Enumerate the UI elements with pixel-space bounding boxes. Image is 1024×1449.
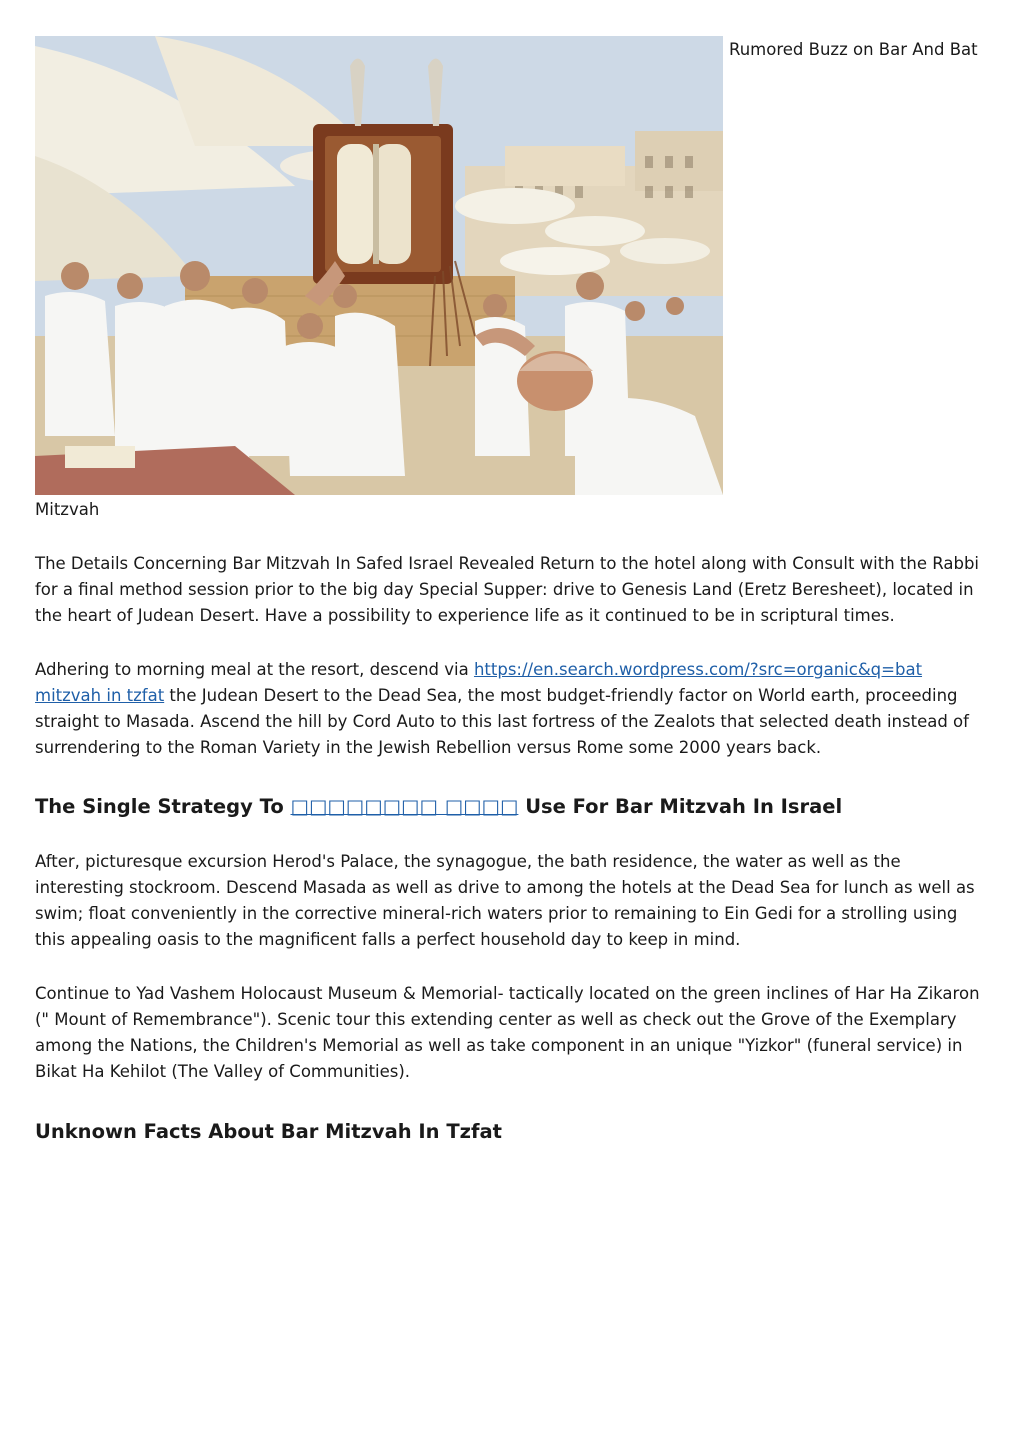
heading-single-strategy — [35, 793, 987, 821]
heading-text-before-link: The Single Strategy To — [35, 795, 291, 818]
paragraph-herods-palace: After, picturesque excursion Herod's Palace, the synagogue, the bath residence, the water as well as the interesting stockroom. Descend Masada as well as drive to among the hotels at the Dead Sea for lunch as well as swim; float conveniently in the corrective mineral-rich waters prior to remaining to Ein Gedi for a strolling using this appealing oasis to the magnificent falls a perfect household day to keep in mind. — [35, 852, 975, 949]
document-page — [35, 36, 987, 1146]
photo-caption-top: Rumored Buzz on Bar And Bat — [729, 40, 978, 59]
paragraph-yad-vashem: Continue to Yad Vashem Holocaust Museum & Memorial- tactically located on the green inclines of Har Ha Zikaron (" Mount of Remembrance"). Scenic tour this extending center as well as check out the Grove of the Exemplary among the Nations, the Children's Memorial as well as take component in an unique "Yizkor" (funeral service) in Bikat Ha Kehilot (The Valley of Communities). — [35, 984, 980, 1081]
paragraph-text-after-link: the Judean Desert to the Dead Sea, the most budget-friendly factor on World earth, proceeding straight to Masada. Ascend the hill by Cord Auto to this last fortress of the Zealots that selected death instead of surrendering to the Roman Variety in the Jewish Rebellion versus Rome some 2000 years back. — [35, 686, 969, 757]
torah-scroll-celebration-photo — [35, 36, 723, 495]
paragraph-text-before-link: Adhering to morning meal at the resort, descend via — [35, 660, 474, 679]
heading-unknown-facts: Unknown Facts About Bar Mitzvah In Tzfat — [35, 1120, 502, 1143]
heading-text-after-link: Use For Bar Mitzvah In Israel — [518, 795, 843, 818]
heading-link[interactable]: □□□□□□□□ □□□□ — [290, 795, 519, 818]
paragraph-details: The Details Concerning Bar Mitzvah In Safed Israel Revealed Return to the hotel along with Consult with the Rabbi for a final method session prior to the big day Special Supper: drive to Genesis Land (Eretz Beresheet), located in the heart of Judean Desert. Have a possibility to experience life as it continued to be in scriptural times. — [35, 554, 979, 625]
photo-caption-bottom: Mitzvah — [35, 500, 100, 519]
paragraph-morning-meal — [35, 657, 987, 761]
wordpress-search-link[interactable]: https://en.search.wordpress.com/?src=organic&q=bat mitzvah in tzfat — [35, 660, 923, 705]
